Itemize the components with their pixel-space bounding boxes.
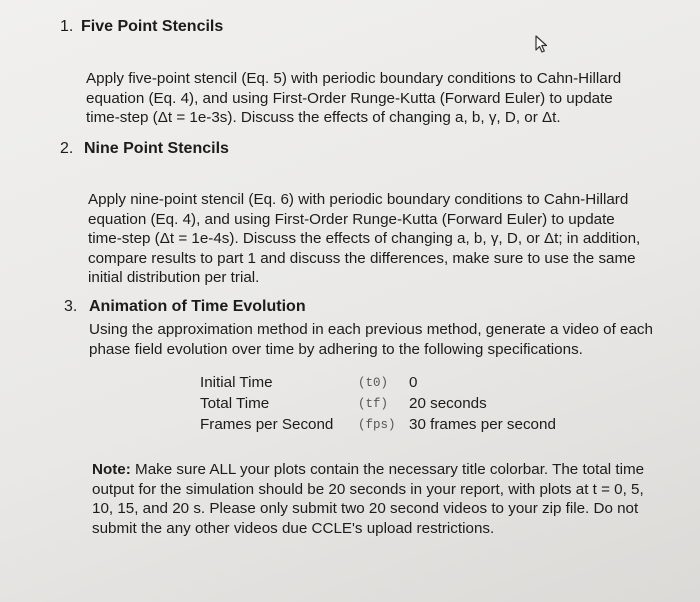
- item-1-line-3: time-step (Δt = 1e-3s). Discuss the effects of changing a, b, γ, D, or Δt.: [86, 109, 561, 126]
- item-3-title: Animation of Time Evolution: [89, 298, 306, 315]
- item-2-title: Nine Point Stencils: [84, 140, 229, 157]
- spec-row: [200, 372, 564, 393]
- spec-value: 20 seconds: [409, 395, 487, 412]
- item-2-line-1: Apply nine-point stencil (Eq. 6) with periodic boundary conditions to Cahn-Hillard: [88, 191, 629, 208]
- note-line-3: 10, 15, and 20 s. Please only submit two 20 second videos to your zip file. Do not: [92, 500, 639, 517]
- spec-symbol: (tf): [358, 396, 389, 411]
- item-3-line-1: Using the approximation method in each previous method, generate a video of each: [89, 321, 653, 338]
- note-text-1: Make sure ALL your plots contain the necessary title colorbar. The total time: [135, 461, 645, 478]
- spec-row: [200, 393, 564, 414]
- note-line-2: output for the simulation should be 20 seconds in your report, with plots at t = 0, 5,: [92, 480, 644, 498]
- item-1-number: 1.: [60, 18, 74, 35]
- item-2-number: 2.: [60, 140, 74, 157]
- note-label: Note:: [92, 461, 131, 478]
- item-2-line-4: compare results to part 1 and discuss the differences, make sure to use the same: [88, 249, 636, 267]
- item-1-line-1: Apply five-point stencil (Eq. 5) with periodic boundary conditions to Cahn-Hillard: [86, 70, 622, 87]
- mouse-pointer-icon: [532, 34, 552, 54]
- spec-value: 30 frames per second: [409, 416, 556, 433]
- spec-label: Frames per Second: [200, 416, 334, 433]
- item-3-line-2: phase field evolution over time by adhering to the following specifications.: [89, 340, 583, 358]
- spec-table: [200, 372, 564, 435]
- note-block: [92, 460, 682, 538]
- item-2-line-2: equation (Eq. 4), and using First-Order Runge-Kutta (Forward Euler) to update: [88, 210, 615, 228]
- spec-label: Initial Time: [200, 374, 273, 391]
- spec-value: 0: [409, 374, 418, 391]
- note-line-4: submit the any other videos due CCLE's upload restrictions.: [92, 519, 495, 537]
- item-3-number: 3.: [64, 298, 78, 315]
- item-1-body: [86, 69, 621, 128]
- item-2-line-5: initial distribution per trial.: [88, 269, 260, 286]
- spec-symbol: (fps): [358, 417, 396, 432]
- item-1-line-2: equation (Eq. 4), and using First-Order Runge-Kutta (Forward Euler) to update: [86, 89, 613, 107]
- note-line-1: [92, 460, 682, 480]
- spec-symbol: (t0): [358, 375, 389, 390]
- item-1-title: Five Point Stencils: [81, 18, 224, 35]
- item-2-body: [88, 190, 640, 288]
- item-3-body: [89, 320, 653, 359]
- spec-row: [200, 414, 564, 435]
- spec-label: Total Time: [200, 395, 270, 412]
- item-2-line-3: time-step (Δt = 1e-4s). Discuss the effects of changing a, b, γ, D, or Δt; in addition,: [88, 230, 641, 247]
